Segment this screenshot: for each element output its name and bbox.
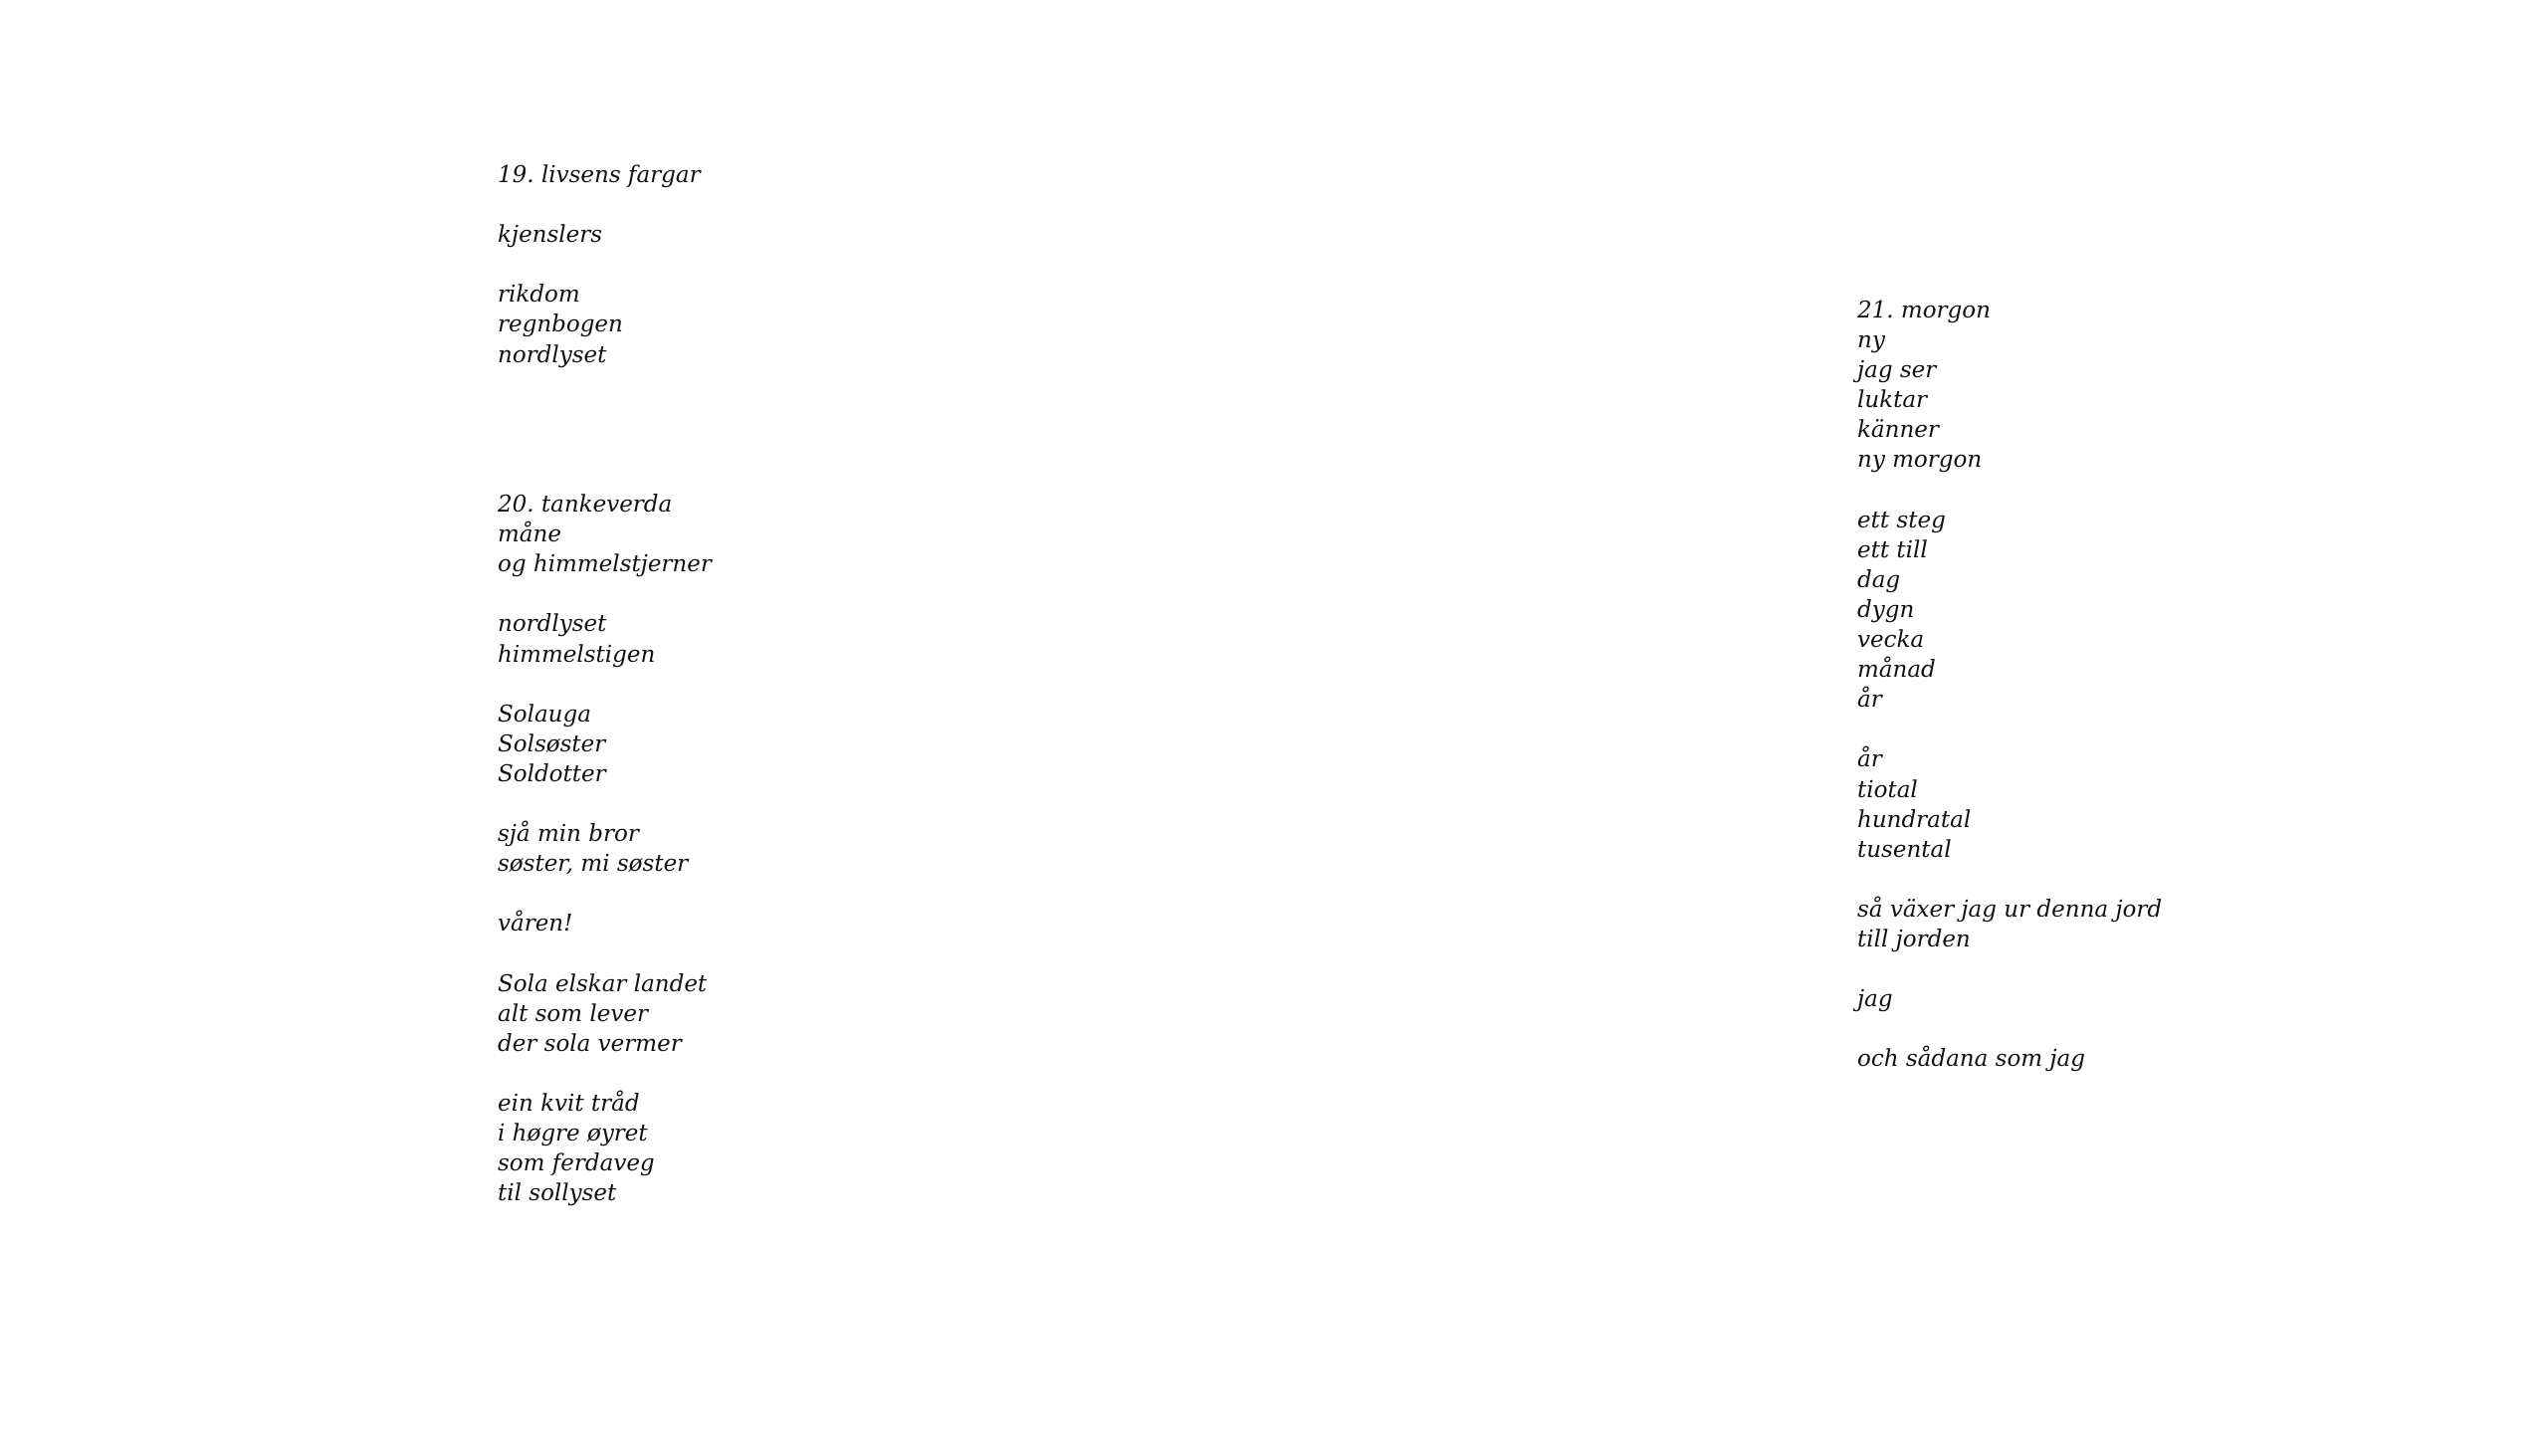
poem-line: 21. morgon	[1857, 298, 1991, 323]
poem-line: kjenslers	[498, 222, 603, 249]
poem-line: känner	[1857, 417, 1939, 444]
poem-line: så växer jag ur denna jord	[1857, 896, 2163, 923]
poem-line: Sola elskar landet	[498, 970, 708, 997]
poem-line	[498, 938, 712, 968]
poem-line: dag	[1857, 566, 1901, 593]
poem-line: til sollyset	[498, 1180, 617, 1207]
poem-line	[1857, 1014, 2162, 1044]
poem-line	[498, 400, 712, 430]
poem-line: och sådana som jag	[1857, 1046, 2085, 1073]
poem-line: ny	[1857, 327, 1885, 354]
poem-line: ny morgon	[1857, 447, 1983, 474]
poem-line	[498, 190, 712, 220]
poem-line: år	[1857, 687, 1882, 714]
poem-line	[498, 789, 712, 819]
poem-line: till jorden	[1857, 926, 1971, 952]
poem-line: år	[1857, 746, 1882, 773]
poem-line	[498, 250, 712, 280]
poem-line	[1857, 954, 2162, 984]
poem-line: ett till	[1857, 536, 1928, 563]
poem-line: 20. tankeverda	[498, 492, 673, 519]
poem-line	[498, 879, 712, 909]
poem-line: hundratal	[1857, 806, 1972, 833]
poem-line: nordlyset	[498, 341, 607, 368]
poem-line	[1857, 715, 2162, 744]
poem-line	[498, 579, 712, 609]
poem-line: Solsøster	[498, 730, 606, 757]
poem-line: ett steg	[1857, 507, 1946, 533]
poem-line	[498, 430, 712, 460]
poem-line: tusental	[1857, 836, 1952, 863]
poem-line	[498, 670, 712, 700]
poem-line	[498, 460, 712, 490]
poem-line: måne	[498, 521, 561, 548]
poem-line: luktar	[1857, 387, 1928, 414]
poem-line: nordlyset	[498, 611, 607, 638]
poem-line	[1857, 865, 2162, 895]
poem-column-right	[1857, 296, 2162, 1074]
poem-line: og himmelstjerner	[498, 551, 712, 578]
poem-line	[498, 1059, 712, 1089]
poem-line: våren!	[498, 911, 573, 937]
poem-line	[1857, 476, 2162, 506]
poem-line: alt som lever	[498, 1000, 648, 1027]
poem-line: månad	[1857, 657, 1936, 684]
poem-line: i høgre øyret	[498, 1121, 648, 1146]
poem-line: vecka	[1857, 627, 1925, 654]
poem-line: rikdom	[498, 282, 580, 309]
poem-line: som ferdaveg	[498, 1150, 655, 1177]
poem-line: der sola vermer	[498, 1030, 682, 1057]
poem-line: jag ser	[1857, 357, 1937, 384]
poem-line: dygn	[1857, 596, 1915, 623]
poem-line: himmelstigen	[498, 641, 656, 668]
poem-line: sjå min bror	[498, 821, 639, 848]
poem-line: Soldotter	[498, 760, 606, 787]
poem-line: regnbogen	[498, 312, 623, 338]
poem-line: 19. livsens fargar	[498, 162, 701, 188]
poem-line: jag	[1857, 986, 1893, 1013]
poem-line	[498, 370, 712, 400]
poem-line: ein kvit tråd	[498, 1090, 640, 1117]
poem-line: Solauga	[498, 701, 591, 728]
poem-line: søster, mi søster	[498, 851, 689, 878]
poem-line: tiotal	[1857, 776, 1918, 803]
poem-column-left	[498, 160, 712, 1208]
